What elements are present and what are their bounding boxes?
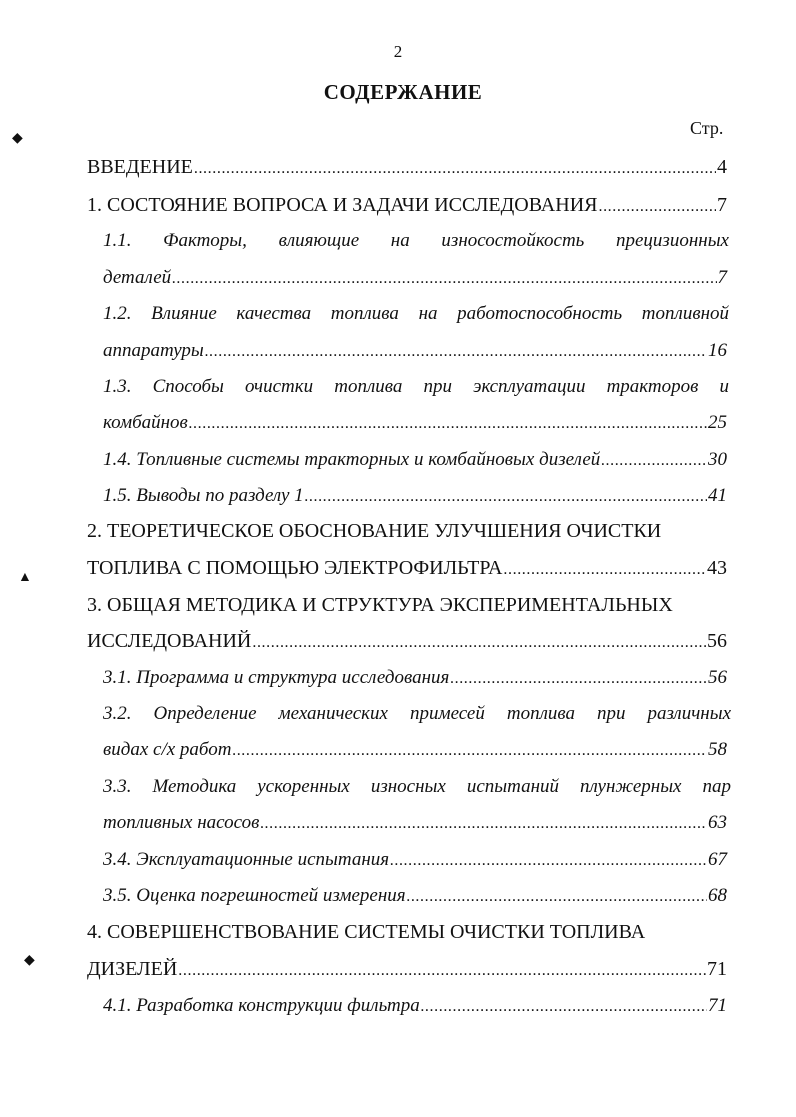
toc-entry-title: 1. СОСТОЯНИЕ ВОПРОСА И ЗАДАЧИ ИССЛЕДОВАНИЯ <box>87 194 598 216</box>
toc-entry-3-3[interactable] <box>103 810 727 836</box>
toc-leader-dots <box>503 557 706 583</box>
toc-entry-title: 2. ТЕОРЕТИЧЕСКОЕ ОБОСНОВАНИЕ УЛУЧШЕНИЯ ОЧИСТКИ <box>87 520 662 542</box>
toc-leader-dots <box>194 156 716 182</box>
toc-entry-3-3-line1[interactable]: 3.3. Методика ускоренных износных испытаний плунжерных пар <box>103 776 731 797</box>
page-title: СОДЕРЖАНИЕ <box>323 80 483 104</box>
toc-entry-3-4[interactable] <box>103 847 727 873</box>
toc-entry-title: 3.4. Эксплуатационные испытания <box>103 849 390 870</box>
toc-entry-page: 56 <box>707 630 727 652</box>
toc-entry-section-2-line1[interactable] <box>87 518 661 544</box>
toc-entry-page: 67 <box>708 849 727 870</box>
toc-entry-title: 3. ОБЩАЯ МЕТОДИКА И СТРУКТУРА ЭКСПЕРИМЕНТАЛЬНЫХ <box>87 594 673 616</box>
toc-entry-page: 63 <box>708 812 727 833</box>
toc-entry-page: 71 <box>707 958 727 980</box>
toc-entry-page: 25 <box>708 412 727 433</box>
scan-speck: ◆ <box>24 953 35 968</box>
toc-leader-dots <box>260 811 707 837</box>
toc-entry-3-2[interactable] <box>103 737 727 763</box>
toc-entry-1-2-line1[interactable]: 1.2. Влияние качества топлива на работоспособность топливной <box>103 303 729 324</box>
toc-leader-dots <box>172 266 716 292</box>
toc-leader-dots <box>205 339 707 365</box>
toc-entry-page: 71 <box>708 995 727 1016</box>
scan-speck: ▲ <box>18 570 32 585</box>
toc-entry-3-5[interactable] <box>103 883 727 909</box>
toc-entry-title: 3.5. Оценка погрешностей измерения <box>103 885 406 906</box>
toc-entry-page: 4 <box>717 156 727 178</box>
toc-entry-title: видах с/х работ <box>103 739 232 760</box>
toc-entry-title: ВВЕДЕНИЕ <box>87 156 193 178</box>
toc-leader-dots <box>601 448 707 474</box>
toc-entry-title: топливных насосов <box>103 812 260 833</box>
toc-entry-section-4-line1[interactable] <box>87 919 645 945</box>
toc-entry-title: 1.4. Топливные системы тракторных и комбайновых дизелей <box>103 449 601 470</box>
toc-leader-dots <box>178 958 706 984</box>
toc-entry-title: 4. СОВЕРШЕНСТВОВАНИЕ СИСТЕМЫ ОЧИСТКИ ТОПЛИВА <box>87 921 646 943</box>
toc-leader-dots <box>232 738 707 764</box>
toc-entry-section-3[interactable] <box>87 628 727 654</box>
toc-entry-title: 1.5. Выводы по разделу 1 <box>103 485 304 506</box>
toc-entry-page: 7 <box>717 194 727 216</box>
toc-entry-title: деталей <box>103 267 172 288</box>
toc-entry-title: ДИЗЕЛЕЙ <box>87 958 178 980</box>
toc-entry-1-2[interactable] <box>103 338 727 364</box>
toc-entry-page: 30 <box>708 449 727 470</box>
toc-entry-section-3-line1[interactable] <box>87 592 673 618</box>
toc-entry-page: 43 <box>707 557 727 579</box>
toc-entry-1-3[interactable] <box>103 410 727 436</box>
toc-entry-section-4[interactable] <box>87 956 727 982</box>
toc-entry-3-2-line1[interactable]: 3.2. Определение механических примесей топлива при различных <box>103 703 731 724</box>
toc-leader-dots <box>421 994 707 1020</box>
toc-entry-title: 3.1. Программа и структура исследования <box>103 667 450 688</box>
toc-entry-title: ИССЛЕДОВАНИЙ <box>87 630 252 652</box>
toc-entry-page: 16 <box>708 340 727 361</box>
toc-leader-dots <box>390 848 707 874</box>
toc-leader-dots <box>598 194 716 220</box>
page-number: 2 <box>393 42 403 61</box>
toc-leader-dots <box>189 411 707 437</box>
toc-entry-page: 41 <box>708 485 727 506</box>
toc-entry-1-1[interactable] <box>103 265 727 291</box>
toc-entry-page: 7 <box>717 267 727 288</box>
toc-leader-dots <box>450 666 707 692</box>
toc-entry-section-2[interactable] <box>87 555 727 581</box>
toc-entry-1-3-line1[interactable]: 1.3. Способы очистки топлива при эксплуатации тракторов и <box>103 376 729 397</box>
toc-entry-1-4[interactable] <box>103 447 727 473</box>
toc-leader-dots <box>252 630 706 656</box>
toc-leader-dots <box>305 484 707 510</box>
toc-entry-title: ТОПЛИВА С ПОМОЩЬЮ ЭЛЕКТРОФИЛЬТРА <box>87 557 503 579</box>
toc-entry-page: 58 <box>708 739 727 760</box>
scan-speck: ◆ <box>12 131 23 146</box>
toc-leader-dots <box>407 884 707 910</box>
toc-entry-1-1-line1[interactable]: 1.1. Факторы, влияющие на износостойкость прецизионных <box>103 230 729 251</box>
toc-entry-page: 56 <box>708 667 727 688</box>
page-column-label: Стр. <box>690 118 724 138</box>
toc-entry-section-1[interactable] <box>87 192 727 218</box>
toc-entry-page: 68 <box>708 885 727 906</box>
toc-entry-intro[interactable] <box>87 154 727 180</box>
toc-entry-title: 4.1. Разработка конструкции фильтра <box>103 995 420 1016</box>
toc-entry-title: аппаратуры <box>103 340 204 361</box>
toc-entry-title: комбайнов <box>103 412 188 433</box>
toc-entry-1-5[interactable] <box>103 483 727 509</box>
toc-entry-3-1[interactable] <box>103 665 727 691</box>
toc-entry-4-1[interactable] <box>103 993 727 1019</box>
